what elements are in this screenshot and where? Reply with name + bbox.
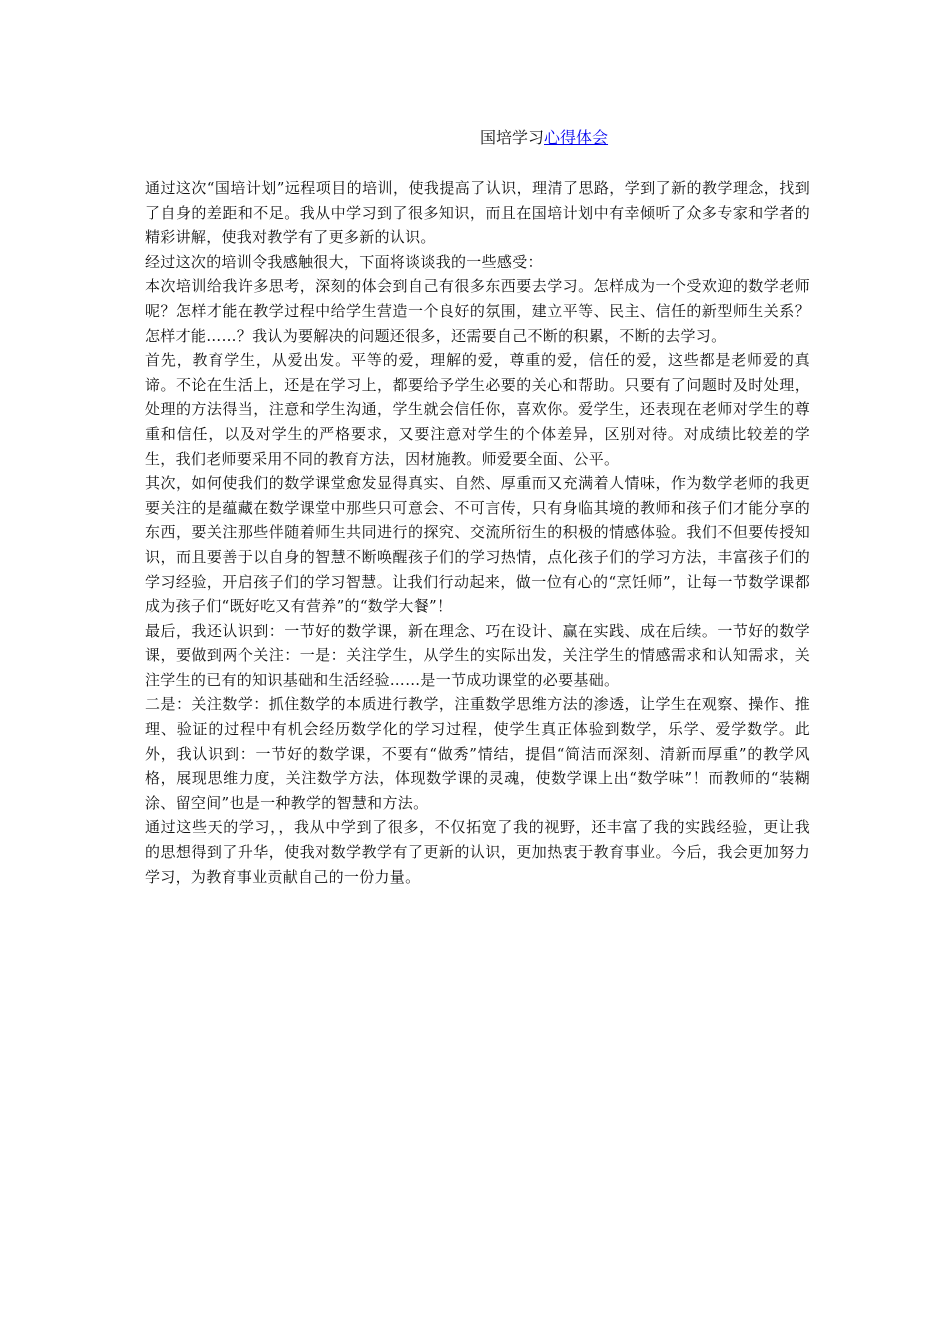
document-body (145, 176, 810, 889)
title-link[interactable]: 心得体会 (544, 128, 609, 147)
paragraph-conclusion: 通过这些天的学习，，我从中学到了很多，不仅拓宽了我的视野，还丰富了我的实践经验，更让我的思想得到了升华，使我对数学教学有了更新的认识，更加热衷于教育事业。今后，我会更加努力学习，为教育事业贡献自己的一份力量。 (145, 818, 810, 886)
paragraph-second: 其次，如何使我们的数学课堂愈发显得真实、自然、厚重而又充满着人情味，作为数学老师的我更要关注的是蕴藏在数学课堂中那些只可意会、不可言传，只有身临其境的教师和孩子们才能分享的东西，要关注那些伴随着师生共同进行的探究、交流所衍生的积极的情感体验。我们不但要传授知识，而且要善于以自身的智慧不断唤醒孩子们的学习热情，点化孩子们的学习方法，丰富孩子们的学习经验，开启孩子们的学习智慧。让我们行动起来，做一位有心的“烹饪师”，让每一节数学课都成为孩子们“既好吃又有营养”的“数学大餐”！ (145, 474, 810, 616)
document-title (480, 127, 608, 149)
paragraph-last: 最后，我还认识到：一节好的数学课，新在理念、巧在设计、赢在实践、成在后续。一节好的数学课，要做到两个关注：一是：关注学生，从学生的实际出发，关注学生的情感需求和认知需求，关注学生的已有的知识基础和生活经验……是一节成功课堂的必要基础。 (145, 621, 810, 689)
paragraph-reflection: 本次培训给我许多思考，深刻的体会到自己有很多东西要去学习。怎样成为一个受欢迎的数学老师呢？怎样才能在教学过程中给学生营造一个良好的氛围，建立平等、民主、信任的新型师生关系？怎样才能……？我认为要解决的问题还很多，还需要自己不断的积累，不断的去学习。 (145, 277, 810, 345)
paragraph-feelings-lead: 经过这次的培训令我感触很大，下面将谈谈我的一些感受： (145, 252, 543, 271)
title-prefix: 国培学习 (480, 128, 545, 147)
paragraph-first: 首先，教育学生，从爱出发。平等的爱，理解的爱，尊重的爱，信任的爱，这些都是老师爱的真谛。不论在生活上，还是在学习上，都要给予学生必要的关心和帮助。只要有了问题时及时处理，处理的方法得当，注意和学生沟通，学生就会信任你，喜欢你。爱学生，还表现在老师对学生的尊重和信任，以及对学生的严格要求，又要注意对学生的个体差异，区别对待。对成绩比较差的学生，我们老师要采用不同的教育方法，因材施教。师爱要全面、公平。 (145, 351, 810, 468)
paragraph-point-two: 二是：关注数学：抓住数学的本质进行教学，注重数学思维方法的渗透，让学生在观察、操作、推理、验证的过程中有机会经历数学化的学习过程，使学生真正体验到数学，乐学、爱学数学。此外，我认识到：一节好的数学课，不要有“做秀”情结，提倡“简洁而深刻、清新而厚重”的教学风格，展现思维力度，关注数学方法，体现数学课的灵魂，使数学课上出“数学味”！而教师的“装糊涂、留空间”也是一种教学的智慧和方法。 (145, 695, 810, 812)
paragraph-intro: 通过这次“国培计划”远程项目的培训，使我提高了认识，理清了思路，学到了新的教学理念，找到了自身的差距和不足。我从中学习到了很多知识，而且在国培计划中有幸倾听了众多专家和学者的精彩讲解，使我对教学有了更多新的认识。 (145, 179, 810, 247)
